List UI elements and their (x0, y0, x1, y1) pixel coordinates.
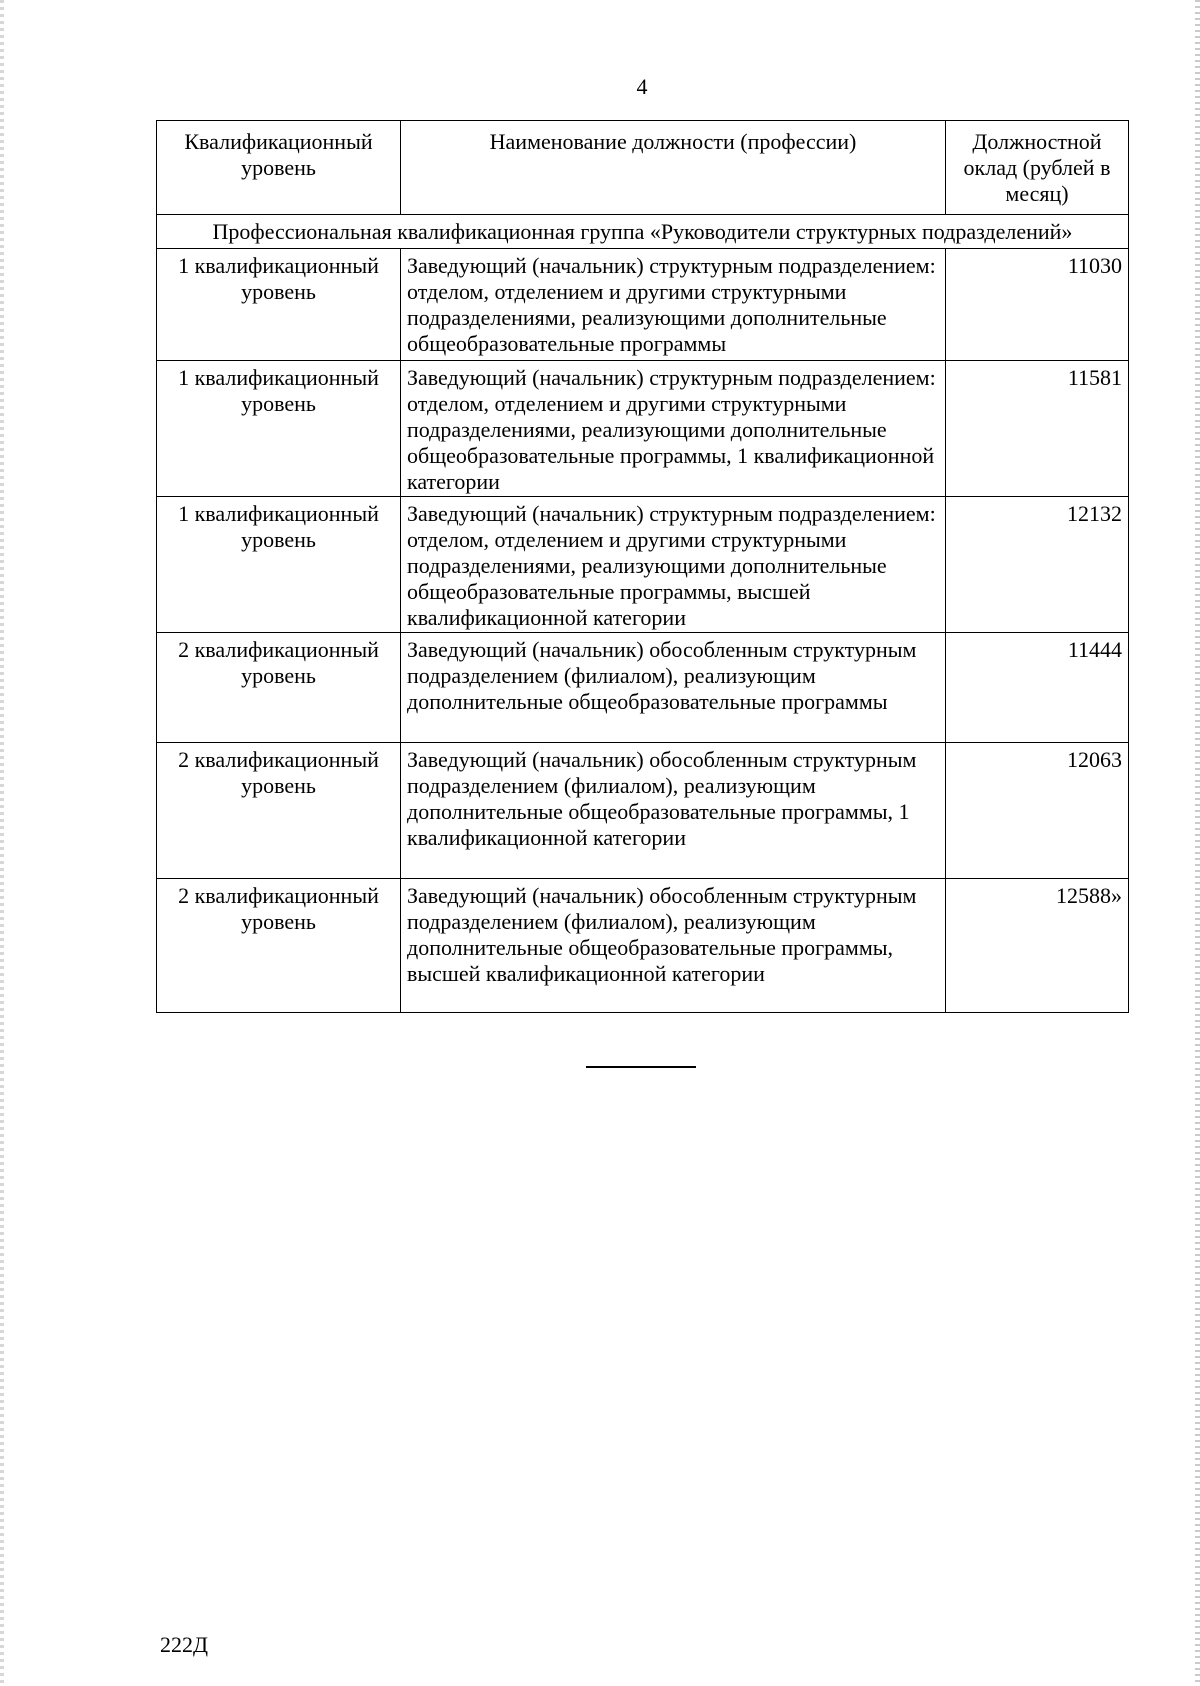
row-salary: 12063 (946, 743, 1129, 879)
row-level: 2 квалификационный уровень (157, 633, 401, 743)
header-salary: Должностной оклад (рублей в месяц) (946, 121, 1129, 215)
table-row (157, 249, 1129, 361)
row-salary: 11444 (946, 633, 1129, 743)
table-row (157, 361, 1129, 497)
table-header-row (157, 121, 1129, 215)
row-salary: 12132 (946, 497, 1129, 633)
row-level: 1 квалификационный уровень (157, 249, 401, 361)
row-level: 1 квалификационный уровень (157, 497, 401, 633)
scan-edge-right (1195, 0, 1200, 1686)
scan-edge-left (0, 0, 4, 1686)
group-title: Профессиональная квалификационная группа «Руководители структурных подразделений» (157, 215, 1129, 249)
table-row (157, 497, 1129, 633)
row-level: 1 квалификационный уровень (157, 361, 401, 497)
row-salary: 11581 (946, 361, 1129, 497)
table-row (157, 633, 1129, 743)
salary-table-container (156, 120, 1128, 1013)
table-row (157, 879, 1129, 1013)
group-row (157, 215, 1129, 249)
row-level: 2 квалификационный уровень (157, 743, 401, 879)
row-position-name: Заведующий (начальник) структурным подразделением: отделом, отделением и другими структурными подразделениями, реализующими дополнительные общеобразовательные программы (401, 249, 946, 361)
row-level: 2 квалификационный уровень (157, 879, 401, 1013)
header-position-name: Наименование должности (профессии) (401, 121, 946, 215)
row-position-name: Заведующий (начальник) обособленным структурным подразделением (филиалом), реализующим дополнительные общеобразовательные программы (401, 633, 946, 743)
row-salary: 12588» (946, 879, 1129, 1013)
row-position-name: Заведующий (начальник) обособленным структурным подразделением (филиалом), реализующим дополнительные общеобразовательные программы, высшей квалификационной категории (401, 879, 946, 1013)
document-code: 222Д (160, 1632, 209, 1657)
header-qualification-level: Квалификационный уровень (157, 121, 401, 215)
row-position-name: Заведующий (начальник) структурным подразделением: отделом, отделением и другими структурными подразделениями, реализующими дополнительные общеобразовательные программы, высшей квалификационной категории (401, 497, 946, 633)
page-number: 4 (636, 74, 648, 99)
row-position-name: Заведующий (начальник) структурным подразделением: отделом, отделением и другими структурными подразделениями, реализующими дополнительные общеобразовательные программы, 1 квалификационной категории (401, 361, 946, 497)
end-of-document-line (586, 1066, 696, 1068)
row-position-name: Заведующий (начальник) обособленным структурным подразделением (филиалом), реализующим дополнительные общеобразовательные программы, 1 квалификационной категории (401, 743, 946, 879)
salary-table (156, 120, 1129, 1013)
row-salary: 11030 (946, 249, 1129, 361)
table-row (157, 743, 1129, 879)
